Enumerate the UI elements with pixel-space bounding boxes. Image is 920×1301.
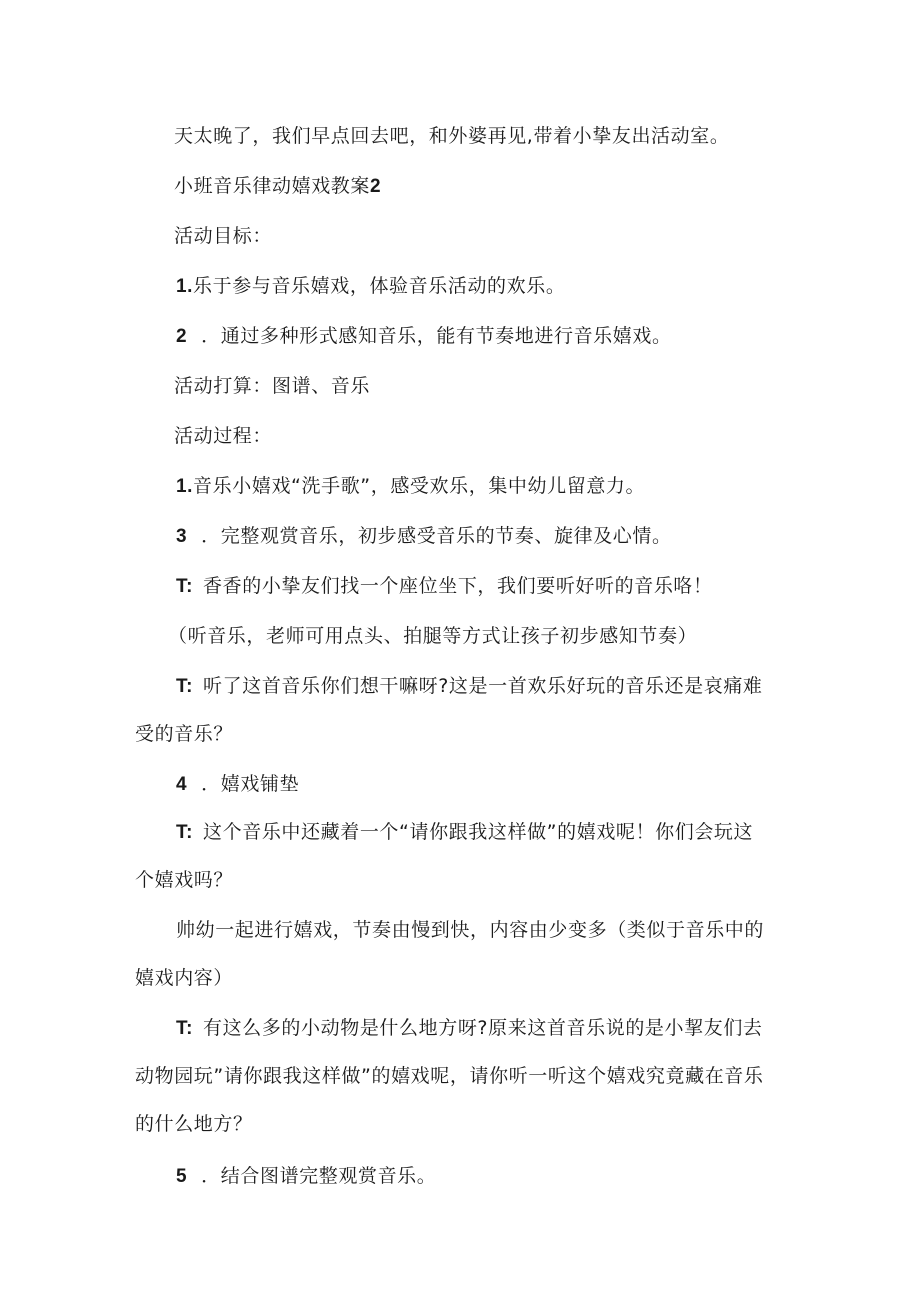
line-text: 音乐小嬉戏“洗手歌”，感受欢乐，集中幼儿留意力。: [193, 475, 646, 497]
line-text: ．完整观赏音乐，初步感受音乐的节奏、旋律及心情。: [201, 525, 672, 547]
line-text: （听音乐，老师可用点头、拍腿等方式让孩子初步感知节奏）: [168, 625, 698, 647]
speaker-label: T:: [176, 822, 194, 843]
item-number: 2: [176, 326, 188, 347]
line-text: 有这么多的小动物是什么地方呀?原来这首音乐说的是小挈友们去: [203, 1017, 763, 1039]
speaker-label: T:: [176, 676, 194, 697]
paragraph-line: [168, 624, 697, 648]
paragraph-line: [135, 966, 233, 990]
line-text: 活动过程：: [174, 425, 273, 447]
line-text: 小班音乐律动嬉戏教案: [174, 175, 371, 197]
paragraph-line: [174, 124, 729, 148]
paragraph-line: [176, 918, 764, 942]
list-item: [176, 324, 672, 349]
line-text: 个嬉戏吗？: [135, 869, 234, 891]
item-number: 1.: [176, 276, 194, 297]
section-title: [174, 174, 381, 199]
teacher-line: [176, 674, 763, 699]
line-text: 受的音乐？: [135, 723, 234, 745]
item-number: 1.: [176, 476, 194, 497]
list-item: [176, 274, 565, 299]
line-text: 的什么地方？: [135, 1113, 253, 1135]
line-text: ．通过多种形式感知音乐，能有节奏地进行音乐嬉戏。: [201, 325, 672, 347]
teacher-line: [176, 820, 753, 845]
paragraph-line: [135, 868, 233, 892]
teacher-line: [176, 574, 713, 599]
section-number: 2: [370, 176, 382, 197]
line-text: 香香的小挚友们找一个座位坐下，我们要听好听的音乐咯！: [203, 575, 713, 597]
list-item: [176, 474, 645, 499]
item-number: 3: [176, 526, 188, 547]
line-text: 听了这首音乐你们想干嘛呀?这是一首欢乐好玩的音乐还是哀痛难: [203, 675, 763, 697]
heading-goals: [174, 224, 272, 248]
speaker-label: T:: [176, 1018, 194, 1039]
paragraph-line: [135, 1064, 764, 1088]
line-text: 帅幼一起进行嬉戏，节奏由慢到快，内容由少变多（类似于音乐中的: [176, 919, 765, 941]
heading-process: [174, 424, 272, 448]
line-text: 天太晚了，我们早点回去吧，和外婆再见,带着小挚友出活动室。: [174, 125, 730, 147]
heading-preparation: [174, 374, 370, 398]
list-item: [176, 1164, 436, 1189]
line-text: 活动目标：: [174, 225, 273, 247]
line-text: ．结合图谱完整观赏音乐。: [201, 1165, 437, 1187]
item-number: 4: [176, 774, 188, 795]
speaker-label: T:: [176, 576, 194, 597]
line-text: 嬉戏内容）: [135, 967, 234, 989]
teacher-line: [176, 1016, 763, 1041]
line-text: 活动打算：图谱、音乐: [174, 375, 371, 397]
line-text: ．嬉戏铺垫: [201, 773, 300, 795]
paragraph-line: [135, 722, 233, 746]
list-item: [176, 524, 672, 549]
item-number: 5: [176, 1166, 188, 1187]
paragraph-line: [135, 1112, 253, 1136]
list-item: [176, 772, 299, 797]
line-text: 乐于参与音乐嬉戏，体验音乐活动的欢乐。: [193, 275, 566, 297]
line-text: 动物园玩”请你跟我这样做”的嬉戏呢，请你听一听这个嬉戏究竟藏在音乐: [135, 1065, 764, 1087]
line-text: 这个音乐中还藏着一个“请你跟我这样做”的嬉戏呢！你们会玩这: [203, 821, 754, 843]
